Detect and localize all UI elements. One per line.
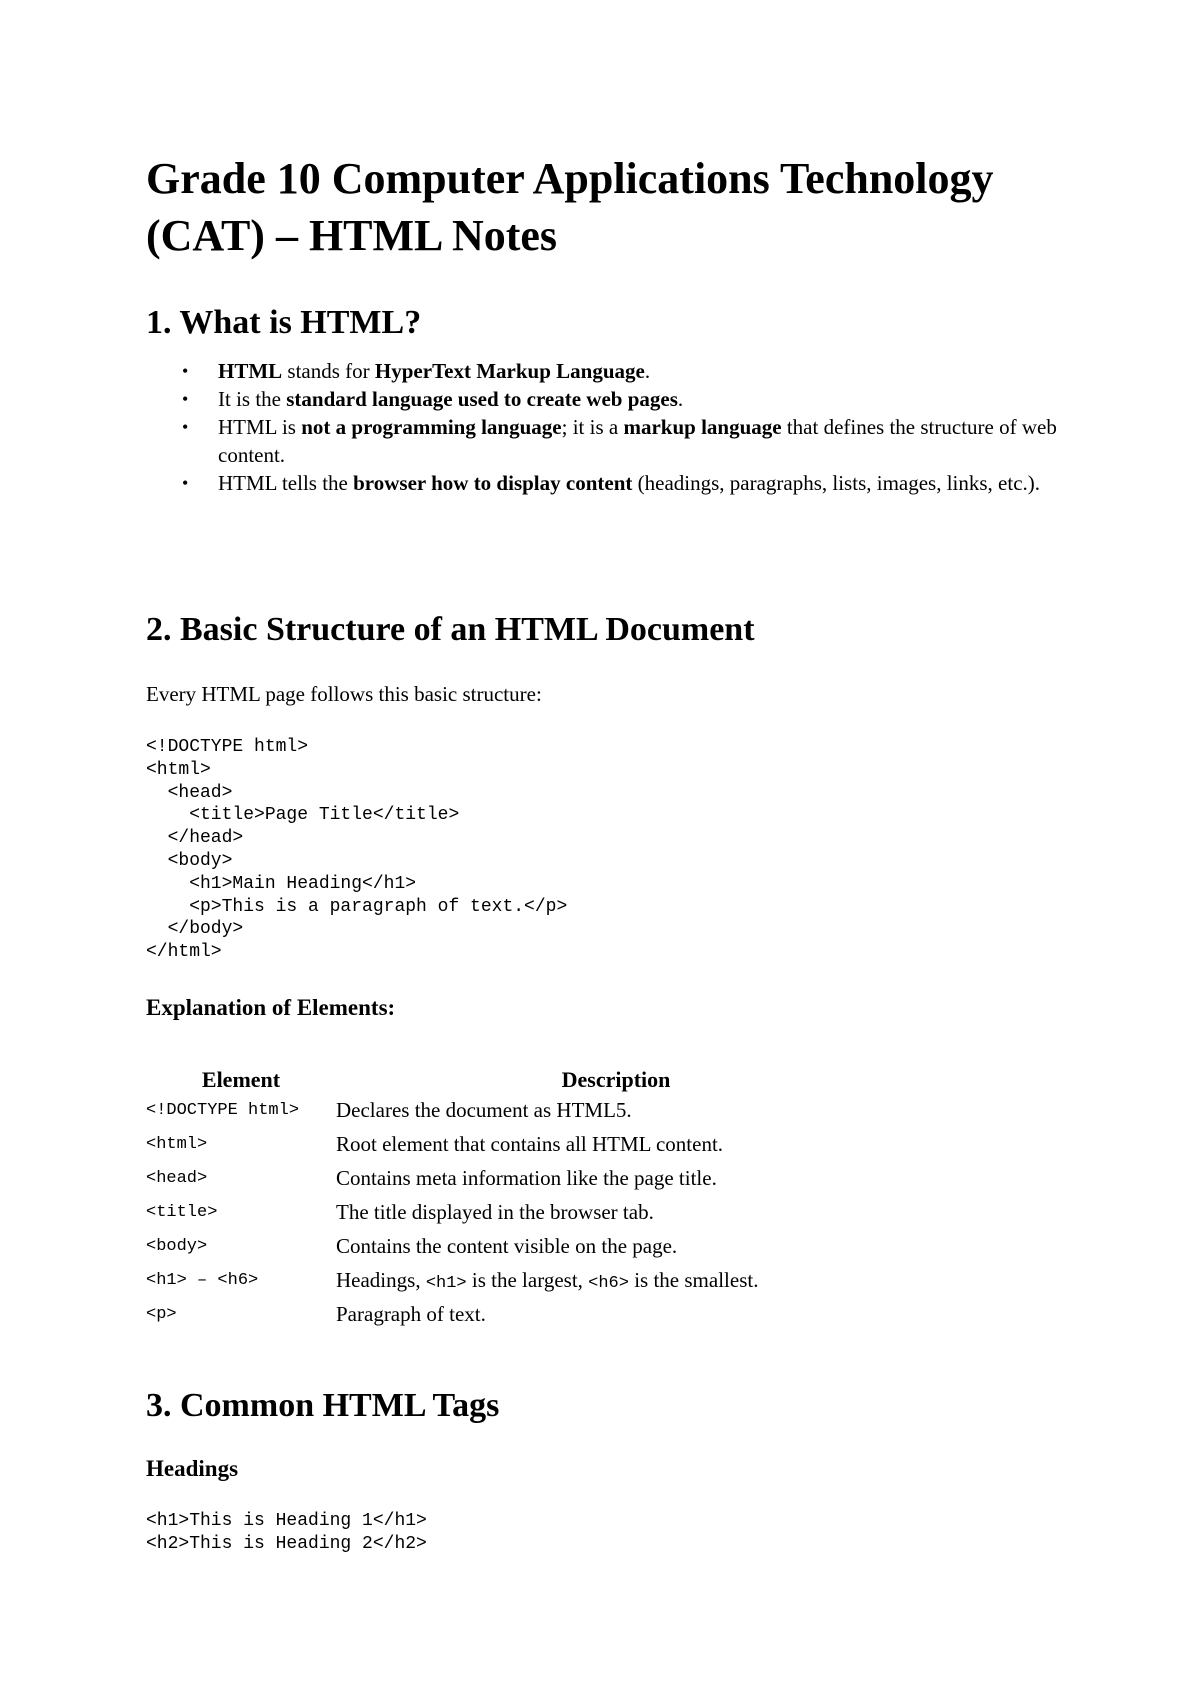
column-header-element: Element (201, 1067, 281, 1092)
description-cell (336, 1127, 896, 1161)
text-run: Root element that contains all HTML content. (336, 1131, 724, 1156)
text-run: (headings, paragraphs, lists, images, links, etc.). (632, 471, 1041, 495)
description-cell (336, 1229, 896, 1263)
explanation-heading: Explanation of Elements: (146, 995, 396, 1020)
list-item (146, 385, 1086, 413)
text-run: The title displayed in the browser tab. (336, 1199, 654, 1224)
table-row (146, 1127, 896, 1161)
table-row (146, 1093, 896, 1127)
description-cell (336, 1161, 896, 1195)
text-run: Contains meta information like the page title. (336, 1165, 717, 1190)
text-run: that defines the structure of web content. (218, 415, 1057, 467)
text-run: HTML tells the (218, 471, 354, 495)
element-cell: <title> (146, 1202, 218, 1222)
text-run: Headings, (336, 1267, 426, 1292)
what-is-html-list (146, 357, 1086, 497)
text-run: is the largest, (466, 1267, 589, 1292)
document-title: Grade 10 Computer Applications Technology (CAT) – HTML Notes (146, 154, 994, 260)
headings-code-block: <h1>This is Heading 1</h1> <h2>This is Heading 2</h2> (146, 1511, 427, 1554)
column-header-description: Description (561, 1067, 671, 1092)
elements-table (146, 1055, 896, 1331)
bold-text: markup language (623, 415, 782, 439)
headings-subheading: Headings (146, 1456, 239, 1481)
table-row (146, 1195, 896, 1229)
section-1-heading: 1. What is HTML? (146, 304, 422, 341)
bold-text: browser how to display content (353, 471, 633, 495)
text-run: Contains the content visible on the page. (336, 1233, 678, 1258)
bold-text: HyperText Markup Language (374, 359, 645, 383)
text-run: Paragraph of text. (336, 1301, 486, 1326)
table-row (146, 1229, 896, 1263)
section-3-heading: 3. Common HTML Tags (146, 1387, 500, 1424)
list-item (146, 413, 1086, 469)
text-run: Declares the document as HTML5. (336, 1097, 632, 1122)
element-cell: <head> (146, 1168, 208, 1188)
list-item (146, 469, 1086, 497)
inline-code: <h1> (425, 1273, 467, 1293)
element-cell: <html> (146, 1134, 208, 1154)
text-run: . (677, 387, 684, 411)
description-cell (336, 1263, 896, 1297)
list-item (146, 357, 1086, 385)
bold-text: not a programming language (301, 415, 562, 439)
element-cell: <!DOCTYPE html> (146, 1100, 300, 1120)
table-row (146, 1297, 896, 1331)
section-2-heading: 2. Basic Structure of an HTML Document (146, 611, 755, 648)
description-cell (336, 1297, 896, 1331)
description-cell (336, 1093, 896, 1127)
table-row (146, 1263, 896, 1297)
text-run: . (644, 359, 651, 383)
text-run: ; it is a (561, 415, 624, 439)
element-cell: <h1> – <h6> (146, 1270, 259, 1290)
table-header-row (146, 1055, 896, 1093)
text-run: stands for (282, 359, 375, 383)
bold-text: HTML (218, 359, 283, 383)
structure-intro: Every HTML page follows this basic structure: (146, 682, 542, 706)
text-run: HTML is (218, 415, 302, 439)
description-cell (336, 1195, 896, 1229)
bold-text: standard language used to create web pages (286, 387, 678, 411)
table-row (146, 1161, 896, 1195)
inline-code: <h6> (588, 1273, 629, 1293)
element-cell: <body> (146, 1236, 208, 1256)
element-cell: <p> (146, 1304, 177, 1324)
text-run: is the smallest. (628, 1267, 759, 1292)
text-run: It is the (218, 387, 287, 411)
html-structure-code-block: <!DOCTYPE html> <html> <head> <title>Page Title</title> </head> <body> <h1>Main Heading</h1> <p>This is a paragraph of text.</p> </body> </html> (146, 737, 568, 963)
